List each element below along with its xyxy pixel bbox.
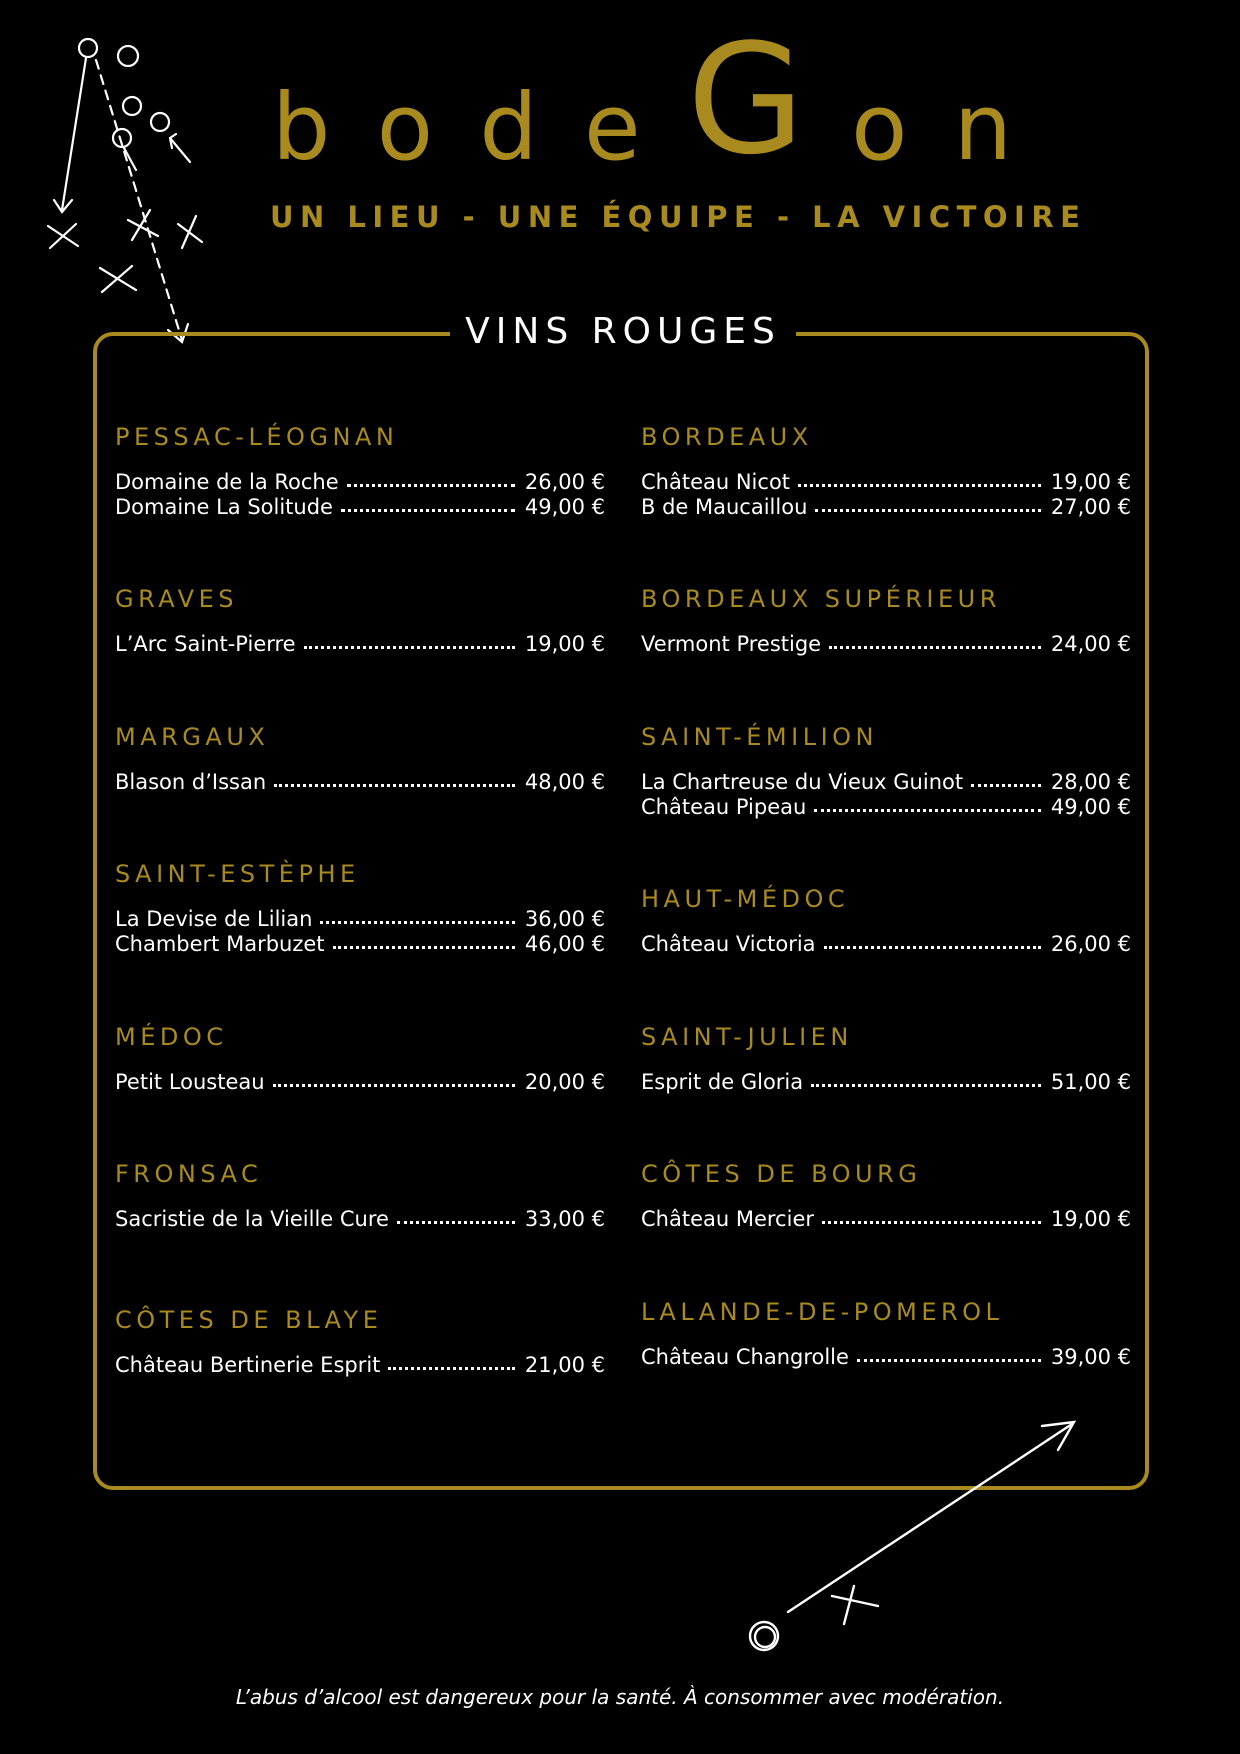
region-name: MÉDOC [115, 1023, 228, 1051]
chalk-arrow-icon [740, 1410, 1080, 1660]
wine-price: 51,00 € [1050, 1070, 1131, 1094]
region-block [115, 420, 605, 520]
region-block [641, 1020, 1131, 1095]
wine-row [641, 770, 1131, 795]
region-block [641, 1295, 1131, 1370]
region-block [115, 857, 605, 957]
wine-name: Petit Lousteau [115, 1070, 265, 1094]
brand-letter: d [479, 74, 538, 181]
wine-name: La Devise de Lilian [115, 907, 313, 931]
dot-leader [397, 1207, 515, 1224]
region-block [641, 1157, 1131, 1232]
region-name: FRONSAC [115, 1160, 263, 1188]
wine-name: Château Victoria [641, 932, 816, 956]
wine-row [641, 1070, 1131, 1095]
dot-leader [274, 770, 515, 787]
brand-letter: n [953, 74, 1012, 181]
dot-leader [814, 795, 1041, 812]
wine-price: 49,00 € [524, 495, 605, 519]
brand-letter: o [851, 74, 908, 181]
dot-leader [333, 932, 515, 949]
wine-name: Esprit de Gloria [641, 1070, 804, 1094]
region-name: BORDEAUX [641, 423, 813, 451]
wine-row [641, 470, 1131, 495]
wine-price: 36,00 € [524, 907, 605, 931]
wine-name: Château Bertinerie Esprit [115, 1353, 381, 1377]
wine-name: Domaine La Solitude [115, 495, 333, 519]
wine-row [115, 1353, 605, 1378]
wine-price: 27,00 € [1050, 495, 1131, 519]
dot-leader [971, 770, 1041, 787]
region-name: SAINT-ESTÈPHE [115, 860, 360, 888]
brand-tagline: UN LIEU - UNE ÉQUIPE - LA VICTOIRE [270, 200, 1087, 234]
wine-row [641, 795, 1131, 820]
wine-row [115, 1207, 605, 1232]
wine-row [115, 470, 605, 495]
region-block [641, 720, 1131, 820]
wine-price: 49,00 € [1050, 795, 1131, 819]
region-name: SAINT-ÉMILION [641, 723, 878, 751]
brand-logo [272, 11, 1012, 192]
wine-price: 39,00 € [1050, 1345, 1131, 1369]
wine-row [115, 1070, 605, 1095]
region-name: LALANDE-DE-POMEROL [641, 1298, 1004, 1326]
wine-price: 33,00 € [524, 1207, 605, 1231]
brand-letter: o [376, 74, 434, 181]
region-block [641, 420, 1131, 520]
wine-row [641, 1345, 1131, 1370]
wine-name: Sacristie de la Vieille Cure [115, 1207, 389, 1231]
dot-leader [829, 632, 1041, 649]
brand-letter-large: G [686, 11, 805, 188]
wine-row [641, 1207, 1131, 1232]
brand-letter: b [272, 74, 331, 181]
wine-price: 20,00 € [524, 1070, 605, 1094]
wine-price: 26,00 € [1050, 932, 1131, 956]
wine-row [115, 632, 605, 657]
wine-row [641, 495, 1131, 520]
dot-leader [822, 1207, 1041, 1224]
dot-leader [824, 932, 1041, 949]
wine-row [115, 770, 605, 795]
wine-name: Château Mercier [641, 1207, 814, 1231]
wine-row [641, 932, 1131, 957]
wine-row [115, 907, 605, 932]
dot-leader [347, 470, 515, 487]
dot-leader [320, 907, 515, 924]
region-block [115, 720, 605, 795]
region-block [115, 1020, 605, 1095]
wine-price: 19,00 € [1050, 470, 1131, 494]
wine-price: 24,00 € [1050, 632, 1131, 656]
wine-name: L’Arc Saint-Pierre [115, 632, 296, 656]
region-name: PESSAC-LÉOGNAN [115, 423, 399, 451]
wine-row [115, 932, 605, 957]
wine-name: Château Nicot [641, 470, 791, 494]
dot-leader [273, 1070, 515, 1087]
wine-price: 48,00 € [524, 770, 605, 794]
dot-leader [341, 495, 515, 512]
wine-name: Chambert Marbuzet [115, 932, 325, 956]
region-name: HAUT-MÉDOC [641, 885, 850, 913]
dot-leader [815, 495, 1041, 512]
wine-name: La Chartreuse du Vieux Guinot [641, 770, 964, 794]
region-block [115, 1157, 605, 1232]
dot-leader [857, 1345, 1041, 1362]
region-name: MARGAUX [115, 723, 270, 751]
brand-letter: e [584, 74, 641, 181]
wine-name: B de Maucaillou [641, 495, 808, 519]
region-name: SAINT-JULIEN [641, 1023, 853, 1051]
dot-leader [811, 1070, 1041, 1087]
region-block [115, 582, 605, 657]
wine-row [641, 632, 1131, 657]
wine-row [115, 495, 605, 520]
wine-price: 28,00 € [1050, 770, 1131, 794]
wine-price: 19,00 € [1050, 1207, 1131, 1231]
chalk-play-diagram-icon [40, 30, 220, 350]
region-block [115, 1303, 605, 1378]
dot-leader [798, 470, 1041, 487]
region-name: CÔTES DE BLAYE [115, 1306, 383, 1334]
region-name: CÔTES DE BOURG [641, 1160, 922, 1188]
wine-name: Blason d’Issan [115, 770, 267, 794]
region-name: BORDEAUX SUPÉRIEUR [641, 585, 1001, 613]
wine-price: 21,00 € [524, 1353, 605, 1377]
wine-price: 26,00 € [524, 470, 605, 494]
wine-name: Domaine de la Roche [115, 470, 339, 494]
dot-leader [388, 1353, 515, 1370]
health-warning: L’abus d’alcool est dangereux pour la santé. À consommer avec modération. [235, 1685, 1005, 1709]
wine-name: Vermont Prestige [641, 632, 822, 656]
region-block [641, 882, 1131, 957]
wine-name: Château Pipeau [641, 795, 807, 819]
wine-price: 46,00 € [524, 932, 605, 956]
section-title: VINS ROUGES [450, 304, 796, 360]
dot-leader [304, 632, 515, 649]
wine-name: Château Changrolle [641, 1345, 849, 1369]
wine-price: 19,00 € [524, 632, 605, 656]
region-name: GRAVES [115, 585, 238, 613]
region-block [641, 582, 1131, 657]
